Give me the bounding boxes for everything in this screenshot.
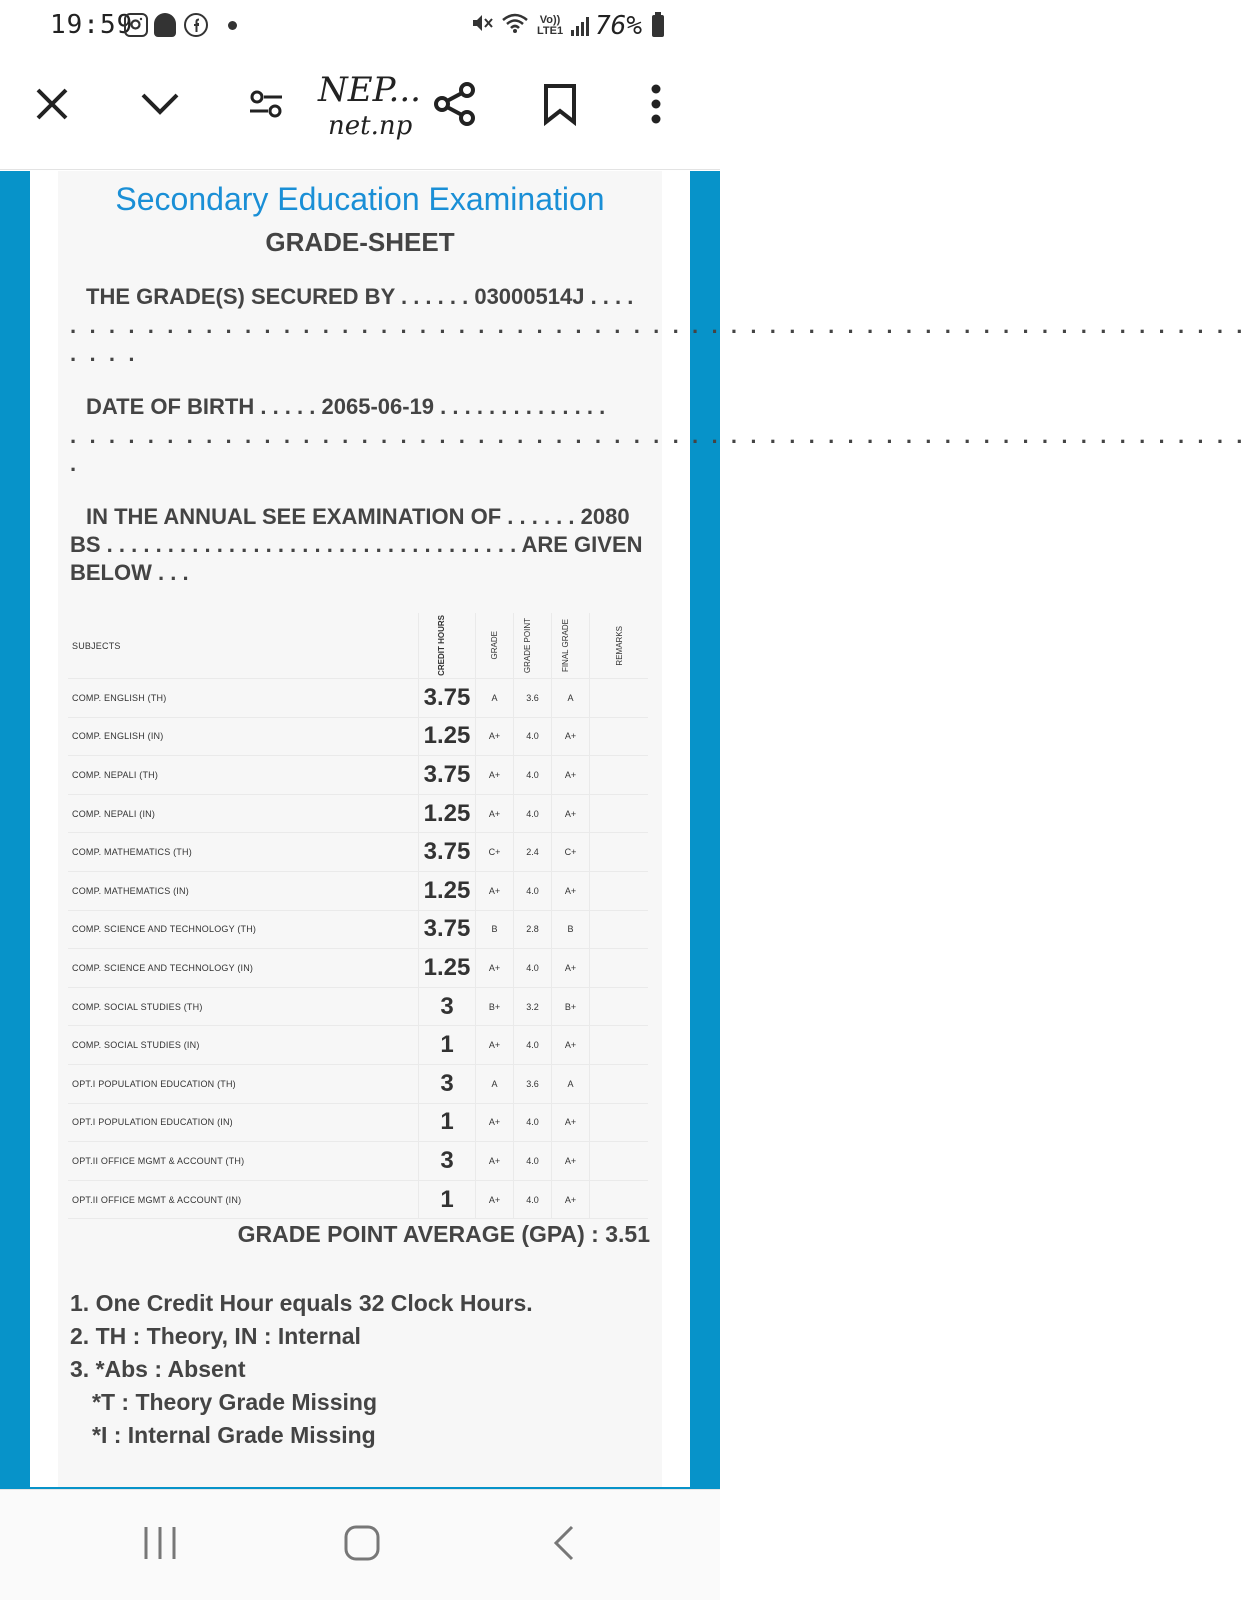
table-row: [68, 1026, 648, 1065]
remarks-cell: [590, 911, 648, 949]
network-type: Vo)) LTE1: [536, 13, 564, 37]
wifi-icon: [501, 10, 529, 41]
final-grade-cell: A+: [552, 1181, 590, 1219]
grade-sheet: [58, 171, 1247, 1487]
dotted-fill: · · · · · · · · · · · · · · · · · · · · · · · · · · · · · · · · · · · · · · · · · · · · · · · · · · · · · · · · · · · · ·: [70, 319, 1247, 344]
signal-icon: [571, 16, 589, 36]
credit-hours-cell: 3.75: [418, 756, 476, 794]
final-grade-cell: A+: [552, 718, 590, 756]
bookmark-button[interactable]: [530, 74, 590, 134]
header-grade-point: GRADE POINT: [514, 613, 552, 678]
grade-point-cell: 4.0: [514, 756, 552, 794]
remarks-cell: [590, 1104, 648, 1142]
exam-prefix: IN THE ANNUAL SEE EXAMINATION OF: [86, 504, 502, 529]
exam-title: Secondary Education Examination: [115, 181, 605, 217]
header-subjects: SUBJECTS: [72, 640, 121, 651]
table-row: [68, 1065, 648, 1104]
table-row: [68, 679, 648, 718]
grade-point-cell: 3.2: [514, 988, 552, 1026]
header-final-grade: FINAL GRADE: [552, 613, 590, 678]
grade-point-cell: 2.8: [514, 911, 552, 949]
dob-value: 2065-06-19: [321, 394, 435, 419]
system-status: [471, 10, 664, 41]
site-domain: net.np: [328, 111, 413, 141]
final-grade-cell: A: [552, 679, 590, 717]
secured-by-label: THE GRADE(S) SECURED BY: [86, 284, 395, 309]
credit-hours-cell: 1: [418, 1026, 476, 1064]
grade-cell: A+: [476, 756, 514, 794]
credit-hours-cell: 3: [418, 1065, 476, 1103]
subject-cell: COMP. SOCIAL STUDIES (IN): [72, 1040, 200, 1051]
grade-cell: A+: [476, 718, 514, 756]
grade-point-cell: 3.6: [514, 679, 552, 717]
notes-list: [70, 1287, 650, 1452]
site-info[interactable]: [318, 70, 428, 142]
subject-cell: COMP. ENGLISH (TH): [72, 692, 167, 703]
note-item: 1. One Credit Hour equals 32 Clock Hours.: [70, 1290, 533, 1316]
grade-point-cell: 4.0: [514, 949, 552, 987]
symbol-number: 03000514J: [474, 284, 585, 309]
grade-point-cell: 4.0: [514, 1104, 552, 1142]
remarks-cell: [590, 795, 648, 833]
system-navigation-bar: [0, 1489, 720, 1600]
credit-hours-cell: 1.25: [418, 872, 476, 910]
subject-cell: OPT.I POPULATION EDUCATION (IN): [72, 1117, 233, 1128]
dotted-fill: · · · · · · · · · · · · · · · · · · · · · · · · · · · · · · · · · · · · · · · · · · · · · · · · · · · · · · · · · · · · ·: [70, 429, 1247, 454]
grade-point-cell: 4.0: [514, 718, 552, 756]
bookmark-icon: [543, 83, 577, 125]
final-grade-cell: A+: [552, 795, 590, 833]
status-bar: [0, 0, 720, 52]
remarks-cell: [590, 949, 648, 987]
subject-cell: COMP. MATHEMATICS (TH): [72, 847, 192, 858]
exam-below: BELOW: [70, 560, 152, 585]
remarks-cell: [590, 756, 648, 794]
table-row: [68, 872, 648, 911]
grade-point-cell: 4.0: [514, 1142, 552, 1180]
final-grade-cell: A: [552, 1065, 590, 1103]
dob-label: DATE OF BIRTH: [86, 394, 255, 419]
remarks-cell: [590, 1181, 648, 1219]
table-row: [68, 1142, 648, 1181]
credit-hours-cell: 1.25: [418, 949, 476, 987]
final-grade-cell: A+: [552, 756, 590, 794]
close-button[interactable]: [22, 74, 82, 134]
credit-hours-cell: 3.75: [418, 911, 476, 949]
table-row: [68, 949, 648, 988]
credit-hours-cell: 3.75: [418, 679, 476, 717]
web-content[interactable]: [0, 171, 1247, 1489]
subject-cell: COMP. ENGLISH (IN): [72, 731, 164, 742]
instagram-icon: [124, 13, 148, 37]
grade-cell: A+: [476, 1026, 514, 1064]
final-grade-cell: A+: [552, 1142, 590, 1180]
close-icon: [35, 87, 69, 121]
subject-cell: COMP. SCIENCE AND TECHNOLOGY (TH): [72, 924, 257, 935]
share-button[interactable]: [425, 74, 485, 134]
remarks-cell: [590, 988, 648, 1026]
grade-cell: A: [476, 1065, 514, 1103]
home-icon: [343, 1524, 381, 1562]
grade-point-cell: 4.0: [514, 872, 552, 910]
table-row: [68, 1181, 648, 1220]
subject-cell: OPT.II OFFICE MGMT & ACCOUNT (IN): [72, 1194, 242, 1205]
back-button[interactable]: [534, 1518, 594, 1568]
site-title: NEP...: [318, 70, 421, 110]
header-grade: GRADE: [476, 613, 514, 678]
chevron-down-icon: [140, 92, 180, 116]
facebook-icon: [184, 13, 208, 37]
exam-year: 2080: [580, 504, 630, 529]
home-button[interactable]: [332, 1518, 392, 1568]
subject-cell: COMP. NEPALI (IN): [72, 808, 156, 819]
battery-icon: [652, 15, 664, 37]
grade-point-cell: 4.0: [514, 795, 552, 833]
grade-cell: A+: [476, 1104, 514, 1142]
final-grade-cell: C+: [552, 833, 590, 871]
remarks-cell: [590, 718, 648, 756]
grade-point-cell: 4.0: [514, 1181, 552, 1219]
note-item: 3. *Abs : Absent: [70, 1356, 246, 1382]
grade-cell: A+: [476, 795, 514, 833]
grade-cell: B+: [476, 988, 514, 1026]
table-header-row: [68, 613, 648, 679]
credit-hours-cell: 1: [418, 1104, 476, 1142]
remarks-cell: [590, 679, 648, 717]
exam-given: ARE GIVEN: [521, 532, 643, 557]
final-grade-cell: B: [552, 911, 590, 949]
exam-bs: BS: [70, 532, 101, 557]
remarks-cell: [590, 833, 648, 871]
table-row: [68, 756, 648, 795]
credit-hours-cell: 3: [418, 988, 476, 1026]
remarks-cell: [590, 1142, 648, 1180]
final-grade-cell: A+: [552, 1104, 590, 1142]
remarks-cell: [590, 1065, 648, 1103]
grade-cell: A+: [476, 1181, 514, 1219]
battery-percent: 76%: [595, 10, 642, 41]
settings-sliders-icon: [248, 89, 284, 119]
grade-table: [68, 613, 648, 1219]
browser-toolbar: [0, 52, 720, 170]
grade-point-cell: 3.6: [514, 1065, 552, 1103]
note-item: *I : Internal Grade Missing: [92, 1422, 376, 1448]
grade-cell: A+: [476, 1142, 514, 1180]
exam-line: IN THE ANNUAL SEE EXAMINATION OF . . . . . . 2080 BS . . . . . . . . . . . . . . . . . . . . . . . . . . . . . . . . . . ARE GIVEN BELOW . . .: [70, 504, 643, 585]
remarks-cell: [590, 1026, 648, 1064]
note-item: 2. TH : Theory, IN : Internal: [70, 1323, 361, 1349]
grade-point-cell: 4.0: [514, 1026, 552, 1064]
dob-line: DATE OF BIRTH . . . . . 2065-06-19 . . . . . . . . . . . . . .: [86, 394, 606, 419]
status-time: 19:59: [50, 10, 134, 40]
more-vertical-icon: [650, 84, 662, 124]
credit-hours-cell: 1.25: [418, 795, 476, 833]
collapse-button[interactable]: [130, 74, 190, 134]
grade-cell: C+: [476, 833, 514, 871]
back-icon: [552, 1524, 576, 1562]
table-row: [68, 718, 648, 757]
final-grade-cell: A+: [552, 872, 590, 910]
mute-icon: [471, 12, 495, 40]
grade-cell: A+: [476, 872, 514, 910]
grade-sheet-heading: GRADE-SHEET: [265, 227, 455, 257]
dotted-fill: · · · ·: [70, 347, 139, 372]
grade-cell: A+: [476, 949, 514, 987]
subject-cell: OPT.II OFFICE MGMT & ACCOUNT (TH): [72, 1155, 245, 1166]
grade-cell: A: [476, 679, 514, 717]
snapchat-icon: [154, 13, 178, 37]
subject-cell: COMP. NEPALI (TH): [72, 769, 159, 780]
subject-cell: COMP. SCIENCE AND TECHNOLOGY (IN): [72, 962, 254, 973]
page-settings-button[interactable]: [236, 74, 296, 134]
dot-icon: [228, 21, 237, 30]
final-grade-cell: A+: [552, 949, 590, 987]
header-remarks: REMARKS: [614, 625, 624, 666]
credit-hours-cell: 1: [418, 1181, 476, 1219]
note-item: *T : Theory Grade Missing: [92, 1389, 377, 1415]
subject-cell: OPT.I POPULATION EDUCATION (TH): [72, 1078, 236, 1089]
dotted-fill: ·: [70, 457, 81, 482]
more-options-button[interactable]: [626, 74, 686, 134]
notification-icons: [124, 13, 237, 37]
table-row: [68, 911, 648, 950]
remarks-cell: [590, 872, 648, 910]
header-credit-hours: CREDIT HOURS: [418, 613, 476, 678]
table-row: [68, 833, 648, 872]
credit-hours-cell: 3: [418, 1142, 476, 1180]
subject-cell: COMP. SOCIAL STUDIES (TH): [72, 1001, 203, 1012]
share-icon: [433, 82, 477, 126]
credit-hours-cell: 1.25: [418, 718, 476, 756]
grade-cell: B: [476, 911, 514, 949]
credit-hours-cell: 3.75: [418, 833, 476, 871]
table-row: [68, 988, 648, 1027]
secured-by-line: THE GRADE(S) SECURED BY . . . . . . 03000514J . . . .: [86, 284, 634, 309]
final-grade-cell: A+: [552, 1026, 590, 1064]
gpa-summary: GRADE POINT AVERAGE (GPA) : 3.51: [237, 1221, 650, 1247]
recent-apps-icon: [142, 1525, 178, 1561]
table-row: [68, 1104, 648, 1143]
subject-cell: COMP. MATHEMATICS (IN): [72, 885, 189, 896]
recent-apps-button[interactable]: [130, 1518, 190, 1568]
final-grade-cell: B+: [552, 988, 590, 1026]
table-row: [68, 795, 648, 834]
grade-point-cell: 2.4: [514, 833, 552, 871]
